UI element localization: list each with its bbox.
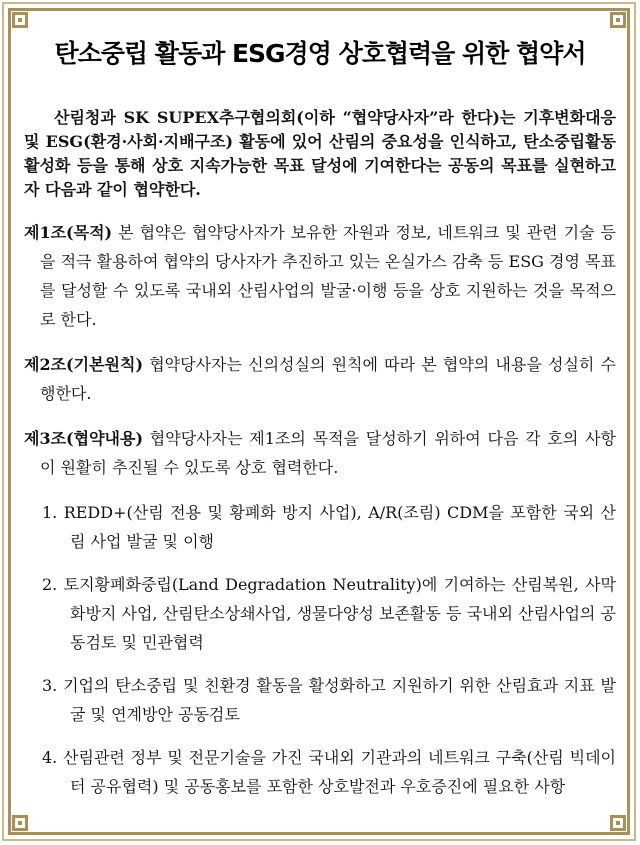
article-3 bbox=[24, 424, 616, 482]
article-heading: 제1조(목적) bbox=[24, 223, 113, 242]
article-2 bbox=[24, 350, 616, 408]
article-heading: 제2조(기본원칙) bbox=[24, 355, 144, 374]
list-item: 4. 산림관련 정부 및 전문기술을 가진 국내외 기관과의 네트워크 구축(산림 빅데이터 공유협력) 및 공동홍보를 포함한 상호발전과 우호증진에 필요한 사항 bbox=[42, 748, 616, 796]
article-body: 본 협약은 협약당사자가 보유한 자원과 정보, 네트워크 및 관련 기술 등을 적극 활용하여 협약의 당사자가 추진하고 있는 온실가스 감축 등 ESG 경영 목표를 달성할 수 있도록 국내외 산림사업의 발굴·이행 등을 상호 지원하는 것을 목적으로 한다. bbox=[40, 223, 616, 329]
article-heading: 제3조(협약내용) bbox=[24, 429, 144, 448]
document-title: 탄소중립 활동과 ESG경영 상호협력을 위한 협약서 bbox=[54, 39, 586, 68]
list-item: 2. 토지황폐화중립(Land Degradation Neutrality)에 기여하는 산림복원, 사막화방지 사업, 산림탄소상쇄사업, 생물다양성 보존활동 등 국내외 산림사업의 공동검토 및 민관협력 bbox=[42, 575, 616, 652]
article-body: 협약당사자는 제1조의 목적을 달성하기 위하여 다음 각 호의 사항이 원활히 추진될 수 있도록 상호 협력한다. bbox=[40, 429, 616, 477]
article-3-items bbox=[24, 498, 616, 801]
corner-ornament bbox=[12, 12, 28, 28]
corner-ornament bbox=[12, 815, 28, 831]
corner-ornament bbox=[610, 12, 626, 28]
preamble: 산림청과 SK SUPEX추구협의회(이하 “협약당사자”라 한다)는 기후변화대응 및 ESG(환경·사회·지배구조) 활동에 있어 산림의 중요성을 인식하고, 탄소중립활동 활성화 등을 통해 상호 지속가능한 목표 달성에 기여한다는 공동의 목표를 실현하고자 다음과 같이 협약한다. bbox=[24, 108, 616, 199]
list-item: 1. REDD+(산림 전용 및 황폐화 방지 사업), A/R(조림) CDM을 포함한 국외 산림 사업 발굴 및 이행 bbox=[42, 503, 616, 551]
corner-ornament bbox=[610, 815, 626, 831]
list-item: 3. 기업의 탄소중립 및 친환경 활동을 활성화하고 지원하기 위한 산림효과 지표 발굴 및 연계방안 공동검토 bbox=[42, 676, 616, 724]
agreement-document bbox=[24, 34, 616, 815]
article-body: 협약당사자는 신의성실의 원칙에 따라 본 협약의 내용을 성실히 수행한다. bbox=[40, 355, 616, 403]
article-1 bbox=[24, 218, 616, 334]
